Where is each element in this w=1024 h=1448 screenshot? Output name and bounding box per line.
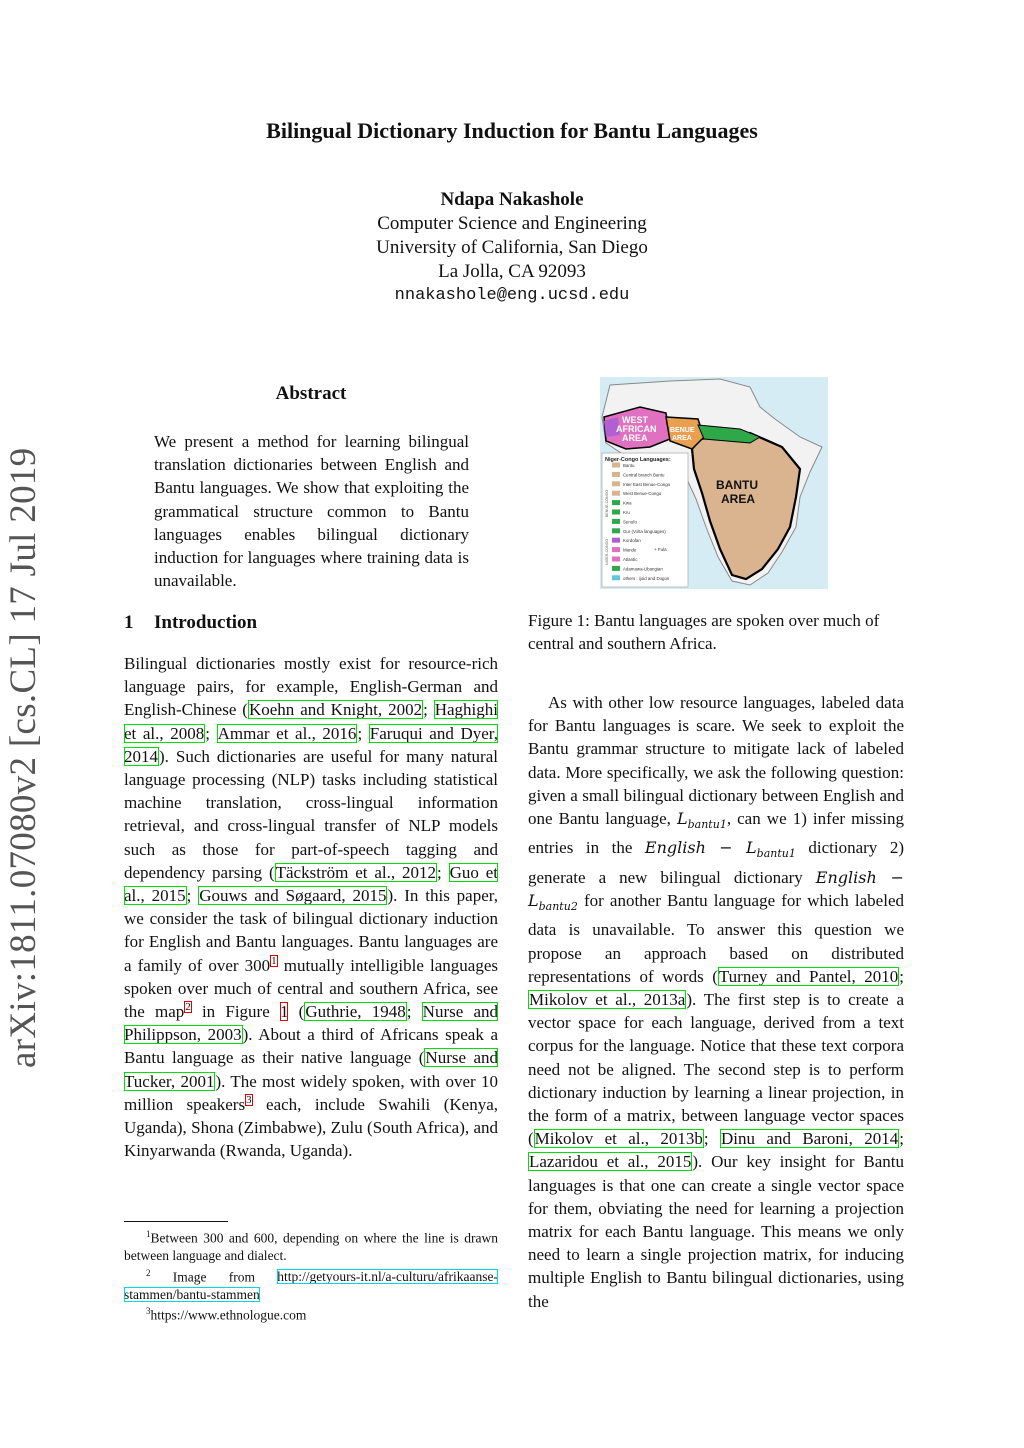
legend-swatch <box>612 538 620 543</box>
legend-label: Senufo <box>623 519 637 525</box>
footnote-text: Image from <box>150 1269 278 1284</box>
citation-link[interactable]: Mikolov et al., 2013b <box>534 1129 703 1149</box>
footnote-ref[interactable]: 3 <box>246 1094 252 1107</box>
author-block <box>0 188 1024 308</box>
text-run: ; <box>899 1129 904 1149</box>
math-expression <box>644 838 796 861</box>
text-run: ). Our key insight for Bantu languages is that one can create a single vector space for them, obviating the need for learning a projection matrix for each Bantu language. This means we only need to learn a single projection matrix, for inducing multiple English to Bantu bilingual dictionaries, using the <box>528 1152 904 1311</box>
math-symbol: English − L <box>644 838 757 858</box>
author-city: La Jolla, CA 92093 <box>438 261 586 282</box>
legend-fula-note: + Fula <box>654 547 667 552</box>
arxiv-watermark: arXiv:1811.07080v2 [cs.CL] 17 Jul 2019 <box>3 447 44 1068</box>
author-name: Ndapa Nakashole <box>440 189 584 210</box>
legend-swatch <box>612 566 620 571</box>
text-run: ). The most widely spoken, with over 10 million speakers <box>124 1071 498 1114</box>
footnote-number: 2 <box>146 1267 151 1278</box>
paper-title: Bilingual Dictionary Induction for Bantu Languages <box>266 118 758 143</box>
map-label-benue-area: AREA <box>672 435 692 442</box>
text-run: dictionary 2) generate a new bilingual dictionary <box>528 838 904 887</box>
text-run: Bilingual dictionaries mostly exist for resource-rich language pairs, for example, English-German and English-Chinese ( <box>124 654 498 720</box>
citation-link[interactable]: Nurse and Philippson, 2003 <box>124 1002 499 1045</box>
legend-swatch <box>612 500 620 505</box>
citation-link[interactable]: Guo et al., 2015 <box>124 862 498 906</box>
map-label-benue: BENUE <box>670 427 695 434</box>
legend-label: Inter East Benue-Congo <box>623 481 671 487</box>
text-run: ; <box>423 700 434 720</box>
text-run: ; <box>703 1129 721 1149</box>
africa-map <box>600 377 828 589</box>
text-run: in Figure <box>191 1002 280 1022</box>
footnote-number: 3 <box>146 1306 151 1316</box>
legend-label: West Benue-Congo <box>623 491 662 497</box>
citation-link[interactable]: Dinu and Baroni, 2014 <box>721 1129 899 1149</box>
citation-link[interactable]: Ammar et al., 2016 <box>217 723 357 743</box>
footnotes <box>124 1226 498 1324</box>
left-column <box>124 652 498 1162</box>
text-run: mutually intelligible languages spoken over much of central and southern Africa, see the map <box>124 955 498 1022</box>
abstract-text: We present a method for learning bilingual translation dictionaries between English and Bantu languages. We show that exploiting the grammatical structure common to Bantu languages enables bilingual dictionary induction for languages where training data is unavailable. <box>154 432 469 591</box>
legend-label: Kru <box>623 510 630 515</box>
africa-map-figure <box>600 377 828 589</box>
text-run: ; <box>357 723 369 743</box>
author-univ: University of California, San Diego <box>376 237 648 258</box>
figure-caption: Figure 1: Bantu languages are spoken over much of central and southern Africa. <box>528 611 880 654</box>
text-run: ( <box>288 1002 305 1022</box>
math-symbol: English − L <box>528 867 904 910</box>
math-expression <box>677 809 727 832</box>
math-subscript: bantu2 <box>538 900 578 914</box>
section-heading <box>124 612 257 634</box>
legend-side-label-a: BENUE-CONGO <box>605 489 609 517</box>
footnote-rule <box>124 1221 228 1222</box>
citation-link[interactable]: Turney and Pantel, 2010 <box>718 966 899 986</box>
footnote-text[interactable]: https://www.ethnologue.com <box>150 1307 307 1323</box>
footnote-url-link[interactable]: http://getyours-it.nl/a-culturu/afrikaanse-stammen/bantu-stammen <box>124 1269 498 1302</box>
legend-label: Central branch Bantu <box>623 472 665 478</box>
map-label-west: WEST <box>622 415 648 425</box>
abstract-heading: Abstract <box>275 383 347 404</box>
legend-label: Gur (Volta languages) <box>623 528 666 534</box>
footnote-1 <box>124 1226 498 1265</box>
footnote-ref[interactable]: 2 <box>185 1001 191 1014</box>
math-subscript: bantu1 <box>687 818 727 832</box>
footnote-text: Between 300 and 600, depending on where the line is drawn between language and dialect. <box>124 1230 498 1263</box>
map-label-bantu: BANTU <box>716 478 758 492</box>
legend-swatch <box>612 547 620 552</box>
citation-link[interactable]: Nurse and Tucker, 2001 <box>124 1048 498 1091</box>
legend-swatch <box>612 463 620 468</box>
section-title: Introduction <box>154 612 258 633</box>
text-run: ; <box>899 966 905 986</box>
citation-link[interactable]: Täckström et al., 2012 <box>275 862 436 882</box>
legend-swatch <box>612 481 620 486</box>
citation-link[interactable]: Haghighi et al., 2008 <box>124 700 499 743</box>
legend-swatch <box>612 472 620 477</box>
footnote-number: 1 <box>146 1229 151 1239</box>
legend-swatch <box>612 491 620 496</box>
legend-swatch <box>612 528 620 533</box>
text-run: ). The first step is to create a vector space for each language, derived from a text corpus for the language. Notice that these text corpora need not be aligned. The second step is to perform dictionary induction by learning a linear projection, in the form of a matrix, between language vector spaces ( <box>528 990 904 1149</box>
citation-link[interactable]: Gouws and Søgaard, 2015 <box>199 886 387 906</box>
text-run: ; <box>406 1002 422 1022</box>
right-column <box>528 691 904 1313</box>
legend-label: Adamawa-Ubangian <box>623 566 663 572</box>
legend-label: Kordofan <box>623 538 641 544</box>
intro-paragraph <box>124 652 498 1162</box>
citation-link[interactable]: Lazaridou et al., 2015 <box>529 1152 692 1172</box>
text-run: ; <box>205 723 217 743</box>
footnote-2 <box>124 1265 498 1304</box>
map-label-african: AFRICAN <box>616 424 657 434</box>
legend-swatch <box>612 519 620 524</box>
footnote-ref[interactable]: 1 <box>271 954 277 967</box>
text-run: each, include Swahili (Kenya, Uganda), Shona (Zimbabwe), Zulu (South Africa), and Kinyarwanda (Rwanda, Uganda). <box>124 1094 498 1161</box>
text-run: , can we 1) infer missing entries in the <box>528 809 904 858</box>
text-run: ; <box>186 886 199 906</box>
legend-swatch <box>612 557 620 562</box>
legend-label: others : ijoid and Dogon <box>623 575 670 581</box>
legend-label: Bantu <box>623 463 635 468</box>
citation-link[interactable]: Mikolov et al., 2013a <box>529 990 686 1009</box>
citation-link[interactable]: Guthrie, 1948 <box>305 1002 406 1022</box>
legend-swatch <box>612 510 620 515</box>
text-run: As with other low resource languages, labeled data for Bantu languages is scare. We seek to exploit the Bantu grammar structure to mitigate lack of labeled data. More specifically, we ask the following question: given a small bilingual dictionary between English and one Bantu language, <box>528 693 904 829</box>
citation-link[interactable]: Faruqui and Dyer, 2014 <box>124 723 498 766</box>
map-label-area: AREA <box>622 433 648 443</box>
figure-ref-link[interactable]: 1 <box>279 1002 289 1022</box>
legend-label: Kwa <box>623 500 632 506</box>
author-dept: Computer Science and Engineering <box>377 213 647 234</box>
author-email[interactable]: nnakashole@eng.ucsd.edu <box>394 286 630 305</box>
math-symbol: L <box>677 809 688 829</box>
text-run: for another Bantu language for which labeled data is unavailable. To answer this question we propose an approach based on distributed representations of words ( <box>528 891 904 986</box>
legend-side-label-b: NIGER-CONGO <box>605 538 609 565</box>
text-run: ). In this paper, we consider the task of bilingual dictionary induction for English and Bantu languages. Bantu languages are a family of over 300 <box>124 886 498 975</box>
legend-label: Atlantic <box>623 557 638 562</box>
legend-swatch <box>612 575 620 580</box>
body-paragraph <box>528 691 904 1313</box>
legend-label: Mande <box>623 547 637 553</box>
footnote-3 <box>124 1303 498 1324</box>
legend-title: Niger-Congo Languages: <box>605 457 671 463</box>
text-run: ; <box>436 862 449 882</box>
map-label-bantu-area: AREA <box>721 492 756 506</box>
text-run: ). About a third of Africans speak a Bantu language as their native language ( <box>124 1025 498 1068</box>
section-number: 1 <box>124 612 134 633</box>
math-subscript: bantu1 <box>756 847 796 861</box>
citation-link[interactable]: Koehn and Knight, 2002 <box>248 700 423 720</box>
text-run: ). Such dictionaries are useful for many natural language processing (NLP) tasks including statistical machine translation, cross-lingual information retrieval, and cross-lingual transfer of NLP models such as those for part-of-speech tagging and dependency parsing ( <box>124 746 498 882</box>
